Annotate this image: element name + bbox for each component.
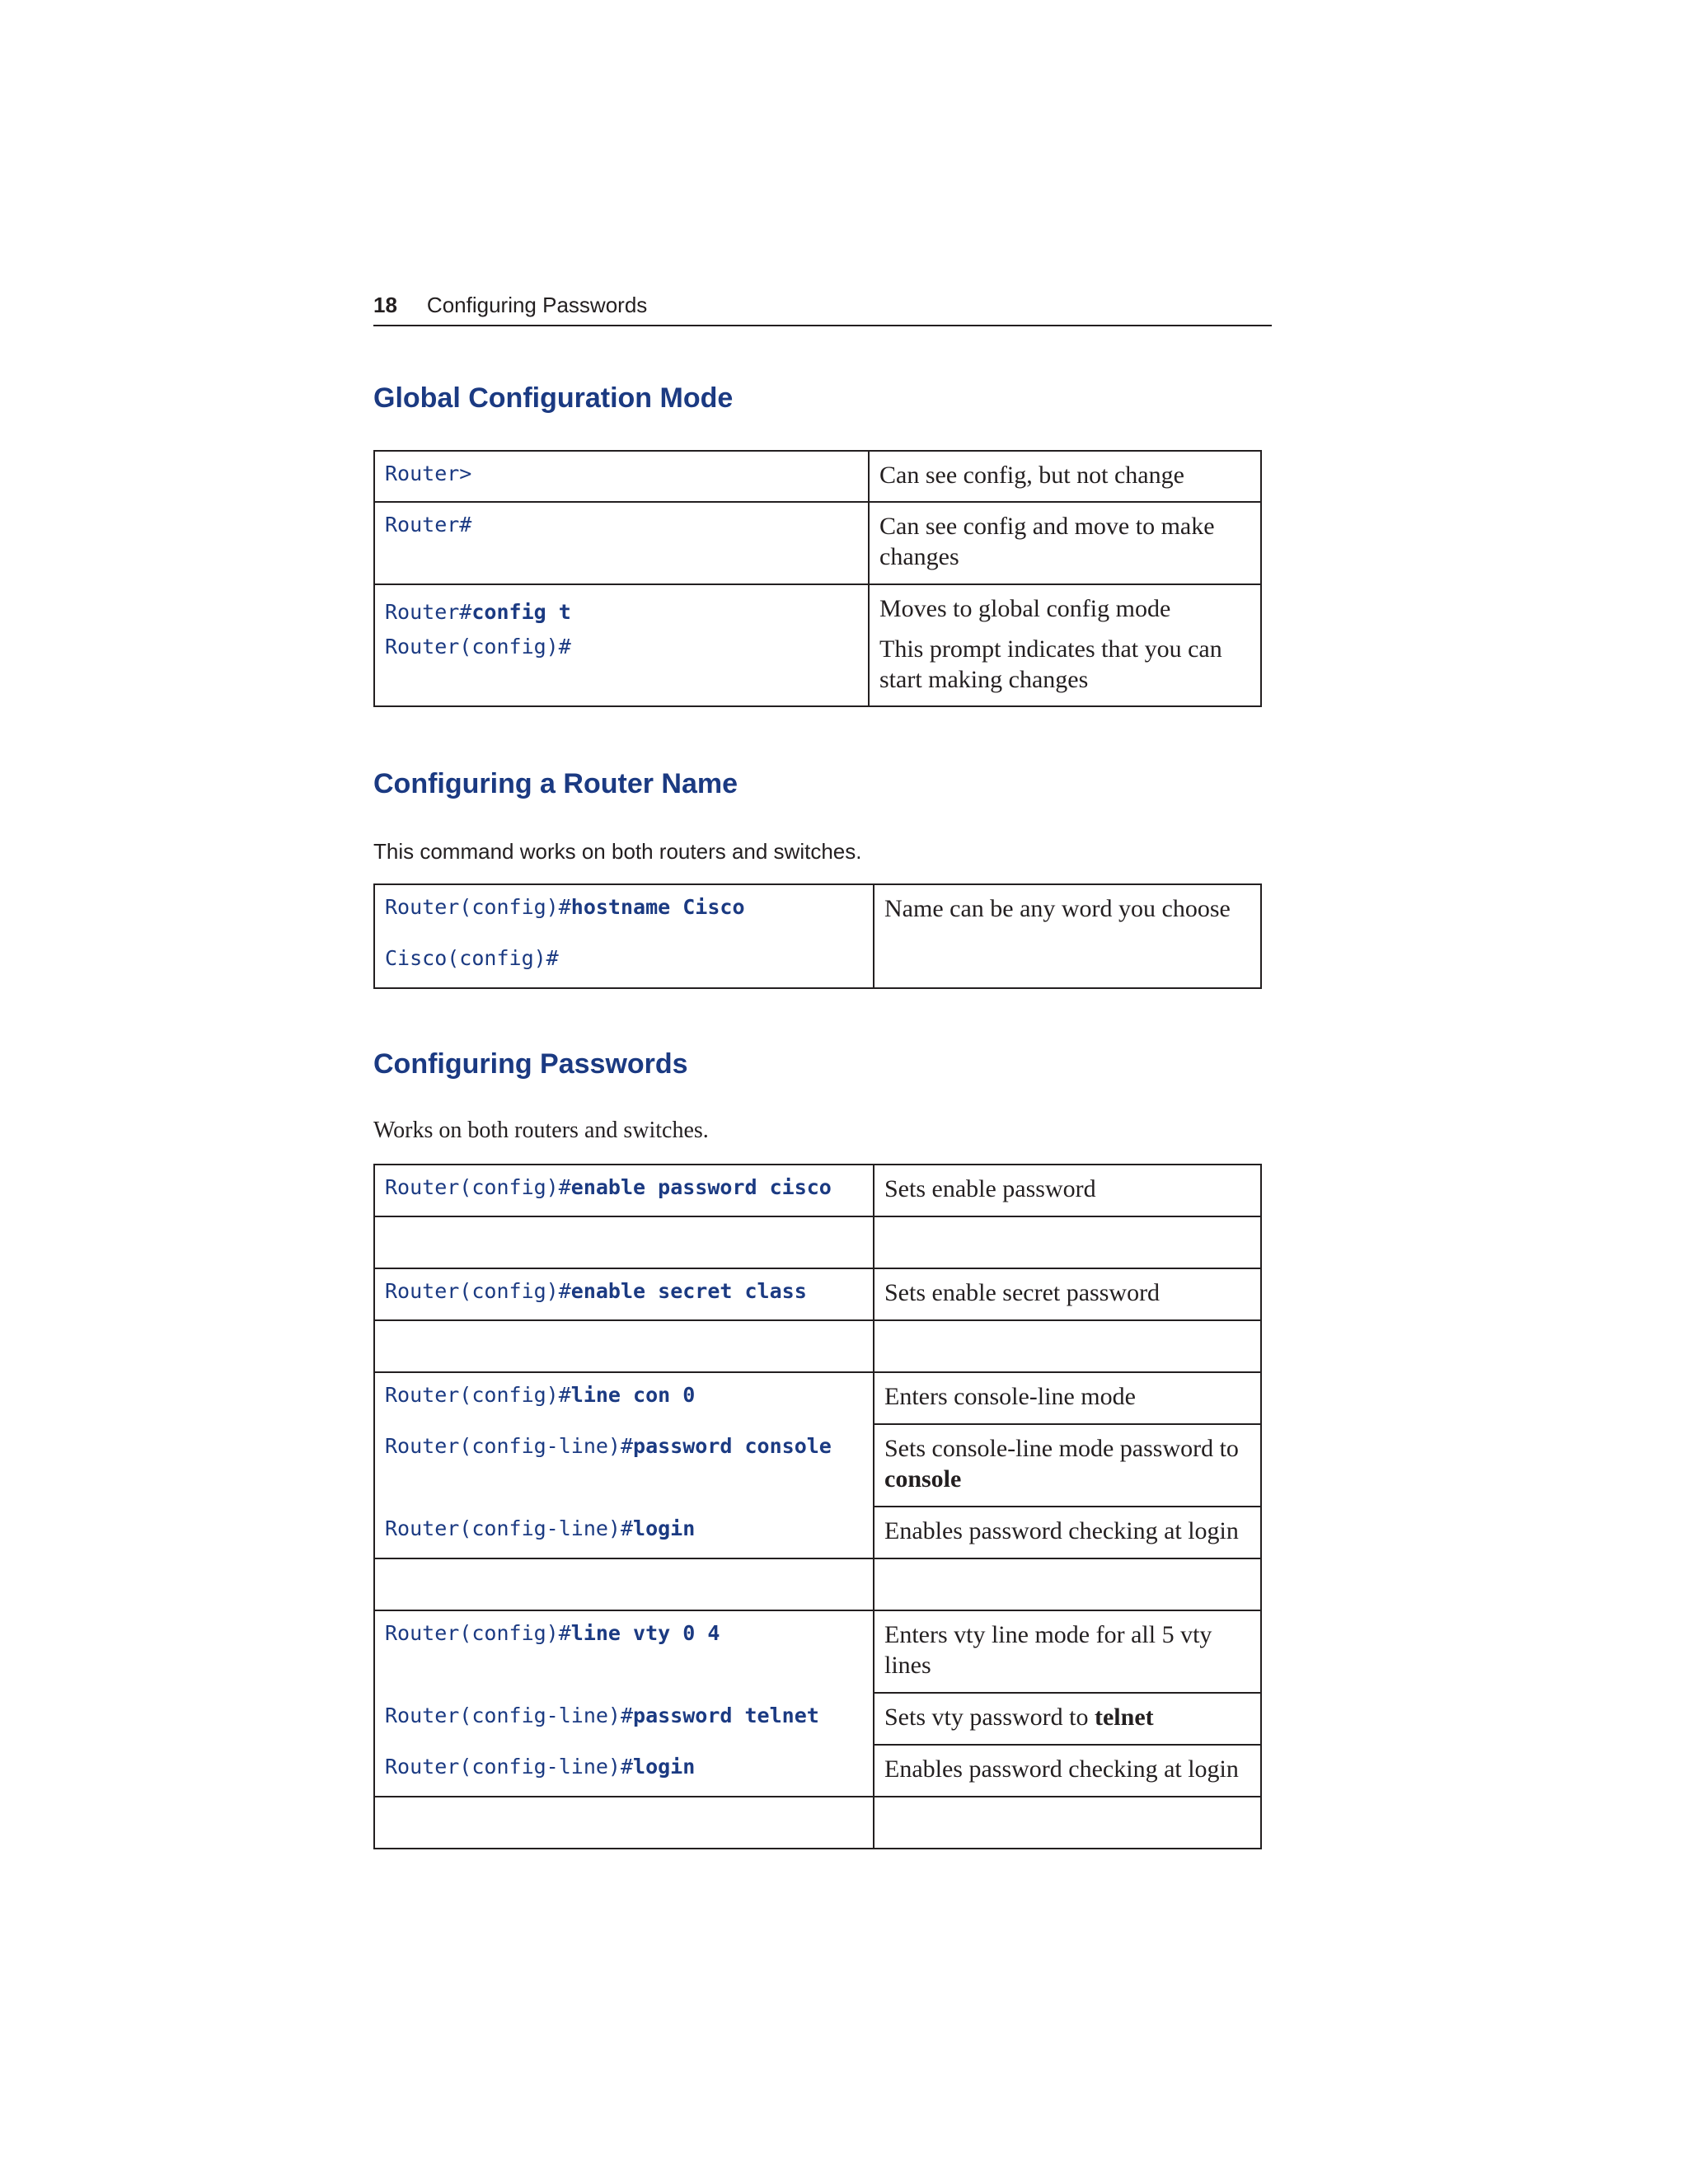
description-text: Sets console-line mode password to console [884,1435,1239,1493]
table-row [374,1165,1261,1216]
description-cell [874,1165,1261,1216]
code-line: Router# [385,513,472,537]
code-cell [374,1268,874,1320]
router-name-table [373,883,1262,989]
code-line: Router(config-line)#login [385,1755,696,1779]
description-text: Can see config, but not change [879,462,1184,489]
code-cell [374,1165,874,1216]
description-text: This prompt indicates that you can start making changes [879,635,1222,693]
code-cell [374,584,869,706]
description-cell [874,1693,1261,1745]
empty-cell [374,1797,874,1849]
section-intro: This command works on both routers and switches. [373,839,862,864]
description-text: Enters console-line mode [884,1383,1136,1410]
table-row [374,451,1261,502]
description-cell [869,584,1261,706]
table-row-empty [374,1320,1261,1372]
code-cell [374,1610,874,1797]
description-cell [874,1268,1261,1320]
code-cell [374,1372,874,1558]
code-line: Router(config-line)#login [385,1516,696,1540]
description-text: Can see config and move to make changes [879,513,1215,570]
code-line: Router(config)#hostname Cisco [385,895,745,919]
description-text: Sets enable password [884,1175,1096,1202]
table-row [374,584,1261,706]
code-cell [374,502,869,584]
table-row [374,1268,1261,1320]
running-header [373,288,1272,326]
description-cell [874,1745,1261,1797]
global-config-table [373,450,1262,707]
description-cell [869,502,1261,584]
description-cell [874,1372,1261,1424]
description-text: Sets vty password to telnet [884,1704,1154,1731]
empty-cell [374,1216,874,1268]
description-text: Enables password checking at login [884,1517,1239,1544]
section-title-passwords: Configuring Passwords [373,1048,688,1080]
code-line: Router(config)#line vty 0 4 [385,1621,720,1645]
passwords-table [373,1164,1262,1849]
table-row [374,502,1261,584]
empty-cell [874,1558,1261,1610]
code-line: Router(config-line)#password console [385,1434,832,1458]
code-cell [374,451,869,502]
code-line: Router(config)#enable password cisco [385,1175,832,1199]
code-line: Router(config)#line con 0 [385,1383,696,1407]
empty-cell [374,1320,874,1372]
description-text: Sets enable secret password [884,1279,1160,1306]
description-cell [869,451,1261,502]
description-cell [874,1424,1261,1507]
section-title-global-config: Global Configuration Mode [373,382,734,414]
code-line: Router(config-line)#password telnet [385,1704,819,1727]
description-cell [874,884,1261,988]
description-text: Enters vty line mode for all 5 vty lines [884,1621,1212,1679]
empty-cell [874,1216,1261,1268]
description-cell [874,1507,1261,1558]
description-cell [874,1610,1261,1693]
description-text: Enables password checking at login [884,1755,1239,1783]
table-row-empty [374,1216,1261,1268]
description-text: Moves to global config mode [879,595,1171,622]
code-line: Router(config)#enable secret class [385,1279,807,1303]
code-cell [374,884,874,988]
code-line: Router(config)# [385,635,571,658]
section-title-router-name: Configuring a Router Name [373,768,738,799]
code-line: Router#config t [385,600,571,624]
empty-cell [374,1558,874,1610]
table-row [374,884,1261,988]
empty-cell [874,1797,1261,1849]
table-row-empty [374,1797,1261,1849]
table-row [374,1372,1261,1424]
page-number: 18 [373,293,397,317]
code-line: Router> [385,462,472,485]
table-row [374,1610,1261,1693]
table-row-empty [374,1558,1261,1610]
empty-cell [874,1320,1261,1372]
section-intro: Works on both routers and switches. [373,1118,709,1143]
running-title: Configuring Passwords [426,293,648,317]
description-text: Name can be any word you choose [884,895,1231,922]
code-line: Cisco(config)# [385,946,559,970]
